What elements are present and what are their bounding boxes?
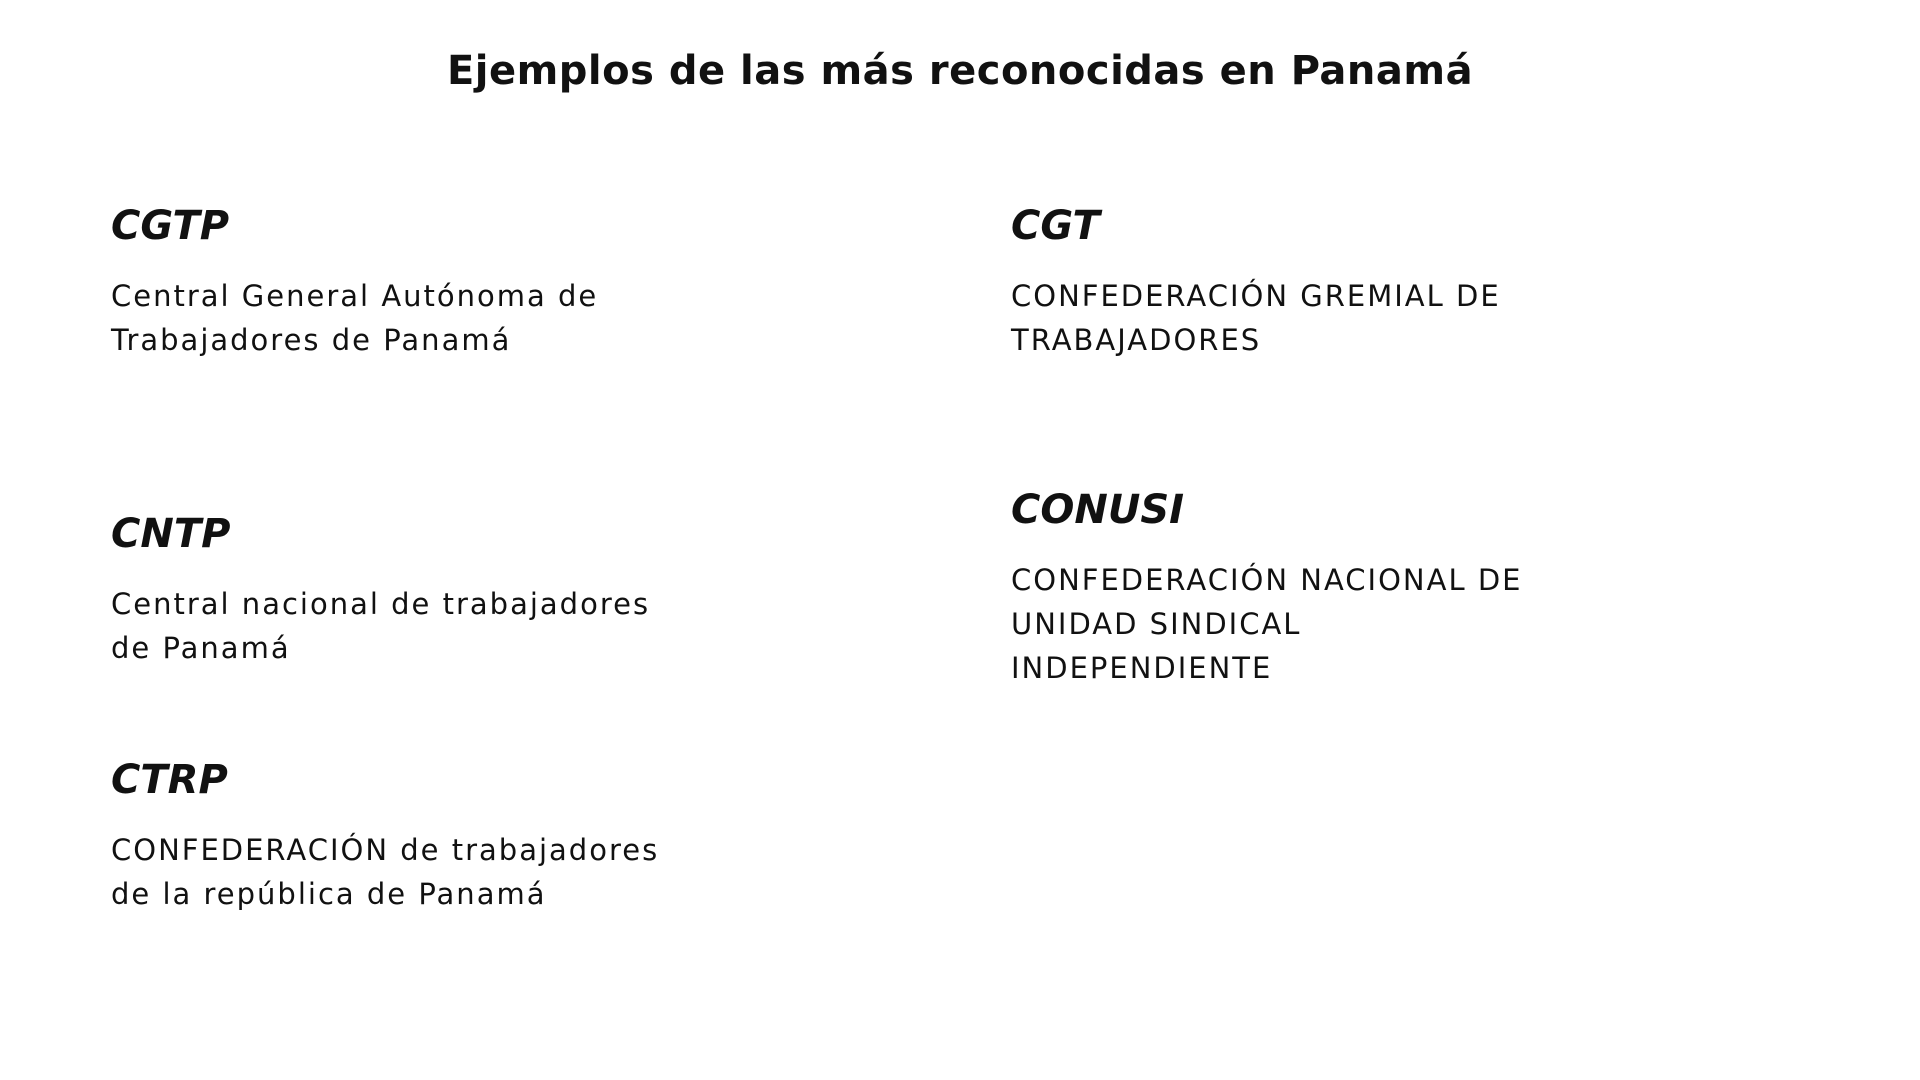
org-name: Central General Autónoma de Trabajadores de Panamá [111, 279, 599, 357]
page-title: Ejemplos de las más reconocidas en Panamá [446, 48, 1474, 94]
org-acronym: CGTP [111, 203, 230, 249]
org-block-cgtp [111, 202, 671, 362]
org-block-cgt [1011, 202, 1611, 362]
org-acronym: CONUSI [1011, 487, 1185, 533]
org-acronym: CGT [1011, 203, 1100, 249]
org-acronym: CTRP [111, 757, 228, 803]
org-block-conusi [1011, 486, 1571, 690]
org-block-cntp [111, 510, 691, 670]
org-name: Central nacional de trabajadores de Panamá [111, 587, 651, 665]
org-block-ctrp [111, 756, 671, 916]
org-name: CONFEDERACIÓN de trabajadores de la república de Panamá [111, 833, 660, 911]
org-name: CONFEDERACIÓN NACIONAL DE UNIDAD SINDICAL INDEPENDIENTE [1011, 563, 1523, 685]
org-acronym: CNTP [111, 511, 231, 557]
org-name: CONFEDERACIÓN GREMIAL DE TRABAJADORES [1011, 279, 1501, 357]
